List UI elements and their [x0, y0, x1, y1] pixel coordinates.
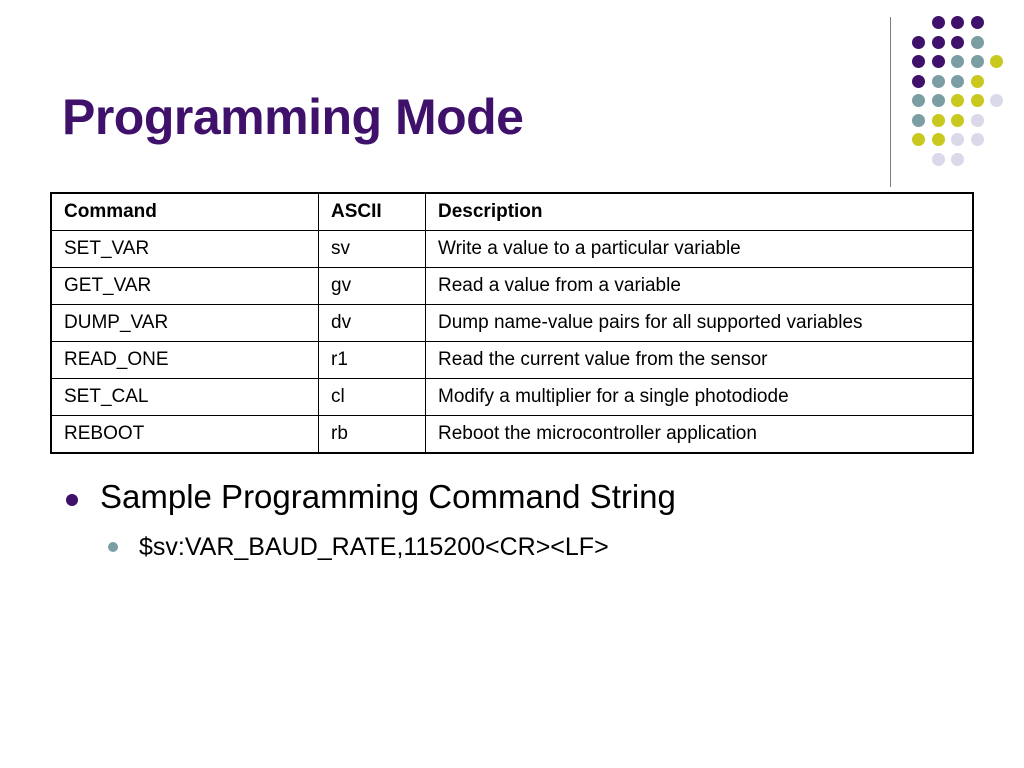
- table-row: [51, 231, 973, 268]
- decorative-dot: [971, 114, 984, 127]
- decorative-dot: [971, 94, 984, 107]
- bullet-level2-text: $sv:VAR_BAUD_RATE,115200<CR><LF>: [139, 533, 609, 561]
- bullet-level1-text: Sample Programming Command String: [100, 478, 676, 515]
- table-row: [51, 268, 973, 305]
- decorative-dot: [951, 133, 964, 146]
- decorative-dot: [912, 55, 925, 68]
- decorative-dot: [951, 36, 964, 49]
- decorative-dot: [951, 94, 964, 107]
- description-cell: Modify a multiplier for a single photodiode: [426, 379, 974, 416]
- decorative-dot: [971, 75, 984, 88]
- ascii-cell: dv: [319, 305, 426, 342]
- decorative-dot: [971, 36, 984, 49]
- table-row: [51, 305, 973, 342]
- slide-title: Programming Mode: [62, 89, 524, 145]
- column-header-ascii: ASCII: [319, 193, 426, 231]
- description-cell: Read a value from a variable: [426, 268, 974, 305]
- description-cell: Dump name-value pairs for all supported variables: [426, 305, 974, 342]
- table-row: [51, 342, 973, 379]
- ascii-cell: sv: [319, 231, 426, 268]
- divider-line: [890, 17, 891, 187]
- decorative-dot: [951, 55, 964, 68]
- command-cell: REBOOT: [51, 416, 319, 454]
- command-cell: READ_ONE: [51, 342, 319, 379]
- command-cell: GET_VAR: [51, 268, 319, 305]
- description-cell: Reboot the microcontroller application: [426, 416, 974, 454]
- decorative-dot: [912, 133, 925, 146]
- decorative-dot: [932, 94, 945, 107]
- command-table: [50, 192, 974, 454]
- decorative-dot: [932, 16, 945, 29]
- ascii-cell: rb: [319, 416, 426, 454]
- decorative-dot: [971, 55, 984, 68]
- decorative-dot: [932, 114, 945, 127]
- table-row: [51, 416, 973, 454]
- command-cell: DUMP_VAR: [51, 305, 319, 342]
- decorative-dot: [932, 153, 945, 166]
- command-cell: SET_VAR: [51, 231, 319, 268]
- decorative-dot: [951, 75, 964, 88]
- command-cell: SET_CAL: [51, 379, 319, 416]
- decorative-dot: [912, 36, 925, 49]
- column-header-description: Description: [426, 193, 974, 231]
- decorative-dot: [951, 153, 964, 166]
- decorative-dot: [951, 114, 964, 127]
- ascii-cell: cl: [319, 379, 426, 416]
- bullet-dot-icon: [66, 494, 78, 506]
- decorative-dot: [971, 133, 984, 146]
- sub-bullet-dot-icon: [108, 542, 118, 552]
- column-header-command: Command: [51, 193, 319, 231]
- ascii-cell: r1: [319, 342, 426, 379]
- decorative-dot: [951, 16, 964, 29]
- decorative-dot: [932, 133, 945, 146]
- decorative-dot: [932, 36, 945, 49]
- decorative-dot: [912, 75, 925, 88]
- decorative-dot: [932, 55, 945, 68]
- decorative-dot: [912, 94, 925, 107]
- table-row: [51, 379, 973, 416]
- decorative-dot: [932, 75, 945, 88]
- ascii-cell: gv: [319, 268, 426, 305]
- description-cell: Write a value to a particular variable: [426, 231, 974, 268]
- decorative-dot: [912, 114, 925, 127]
- decorative-dot: [971, 16, 984, 29]
- description-cell: Read the current value from the sensor: [426, 342, 974, 379]
- decorative-dot: [990, 94, 1003, 107]
- decorative-dot: [990, 55, 1003, 68]
- table-header-row: [51, 193, 973, 231]
